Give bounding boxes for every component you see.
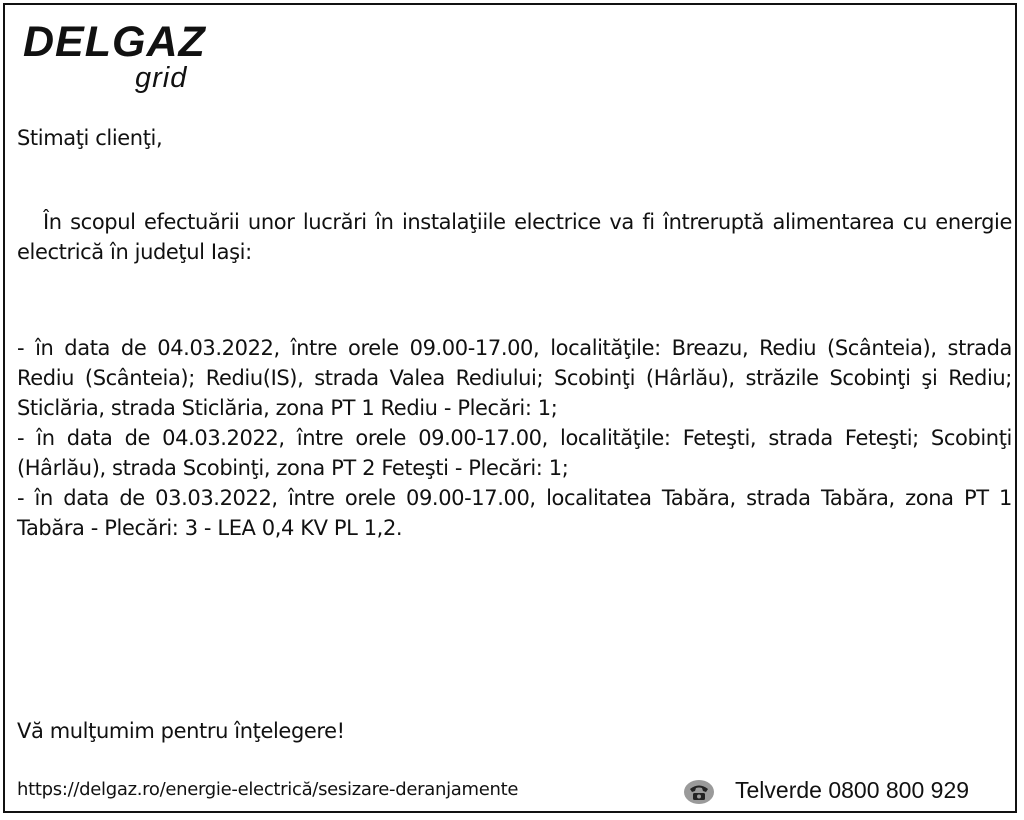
outage-list (17, 333, 1012, 543)
outage-item: - în data de 03.03.2022, între orele 09.00-17.00, localitatea Tabăra, strada Tabăra, zona PT 1 Tabăra - Plecări: 3 - LEA 0,4 KV PL 1,2. (17, 486, 1012, 540)
logo-brand: DELGAZ (23, 18, 206, 66)
outage-item: - în data de 04.03.2022, între orele 09.00-17.00, localităţile: Feteşti, strada Feteşti; Scobinţi (Hârlău), strada Scobinţi, zona PT 2 Feteşti - Plecări: 1; (17, 426, 1012, 480)
telephone-icon (683, 778, 715, 806)
phone-number[interactable]: Telverde 0800 800 929 (735, 777, 970, 803)
outage-item: - în data de 04.03.2022, între orele 09.00-17.00, localităţile: Breazu, Rediu (Scânteia), strada Rediu (Scânteia); Rediu(IS), strada Valea Rediului; Scobinţi (Hârlău), străzile Scobinţi şi Rediu; Sticlăria, strada Sticlăria, zona PT 1 Rediu - Plecări: 1; (17, 336, 1012, 420)
logo-sub: grid (135, 62, 188, 94)
delgaz-grid-logo (23, 19, 223, 99)
notice-frame (3, 3, 1017, 813)
greeting: Stimaţi clienţi, (17, 126, 163, 150)
thanks-line: Vă mulţumim pentru înţelegere! (17, 719, 345, 743)
website-link[interactable]: https://delgaz.ro/energie-electrică/sesizare-deranjamente (17, 779, 519, 800)
intro-paragraph: În scopul efectuării unor lucrări în instalaţiile electrice va fi întreruptă alimentarea cu energie electrică în judeţul Iaşi: (17, 210, 1012, 264)
